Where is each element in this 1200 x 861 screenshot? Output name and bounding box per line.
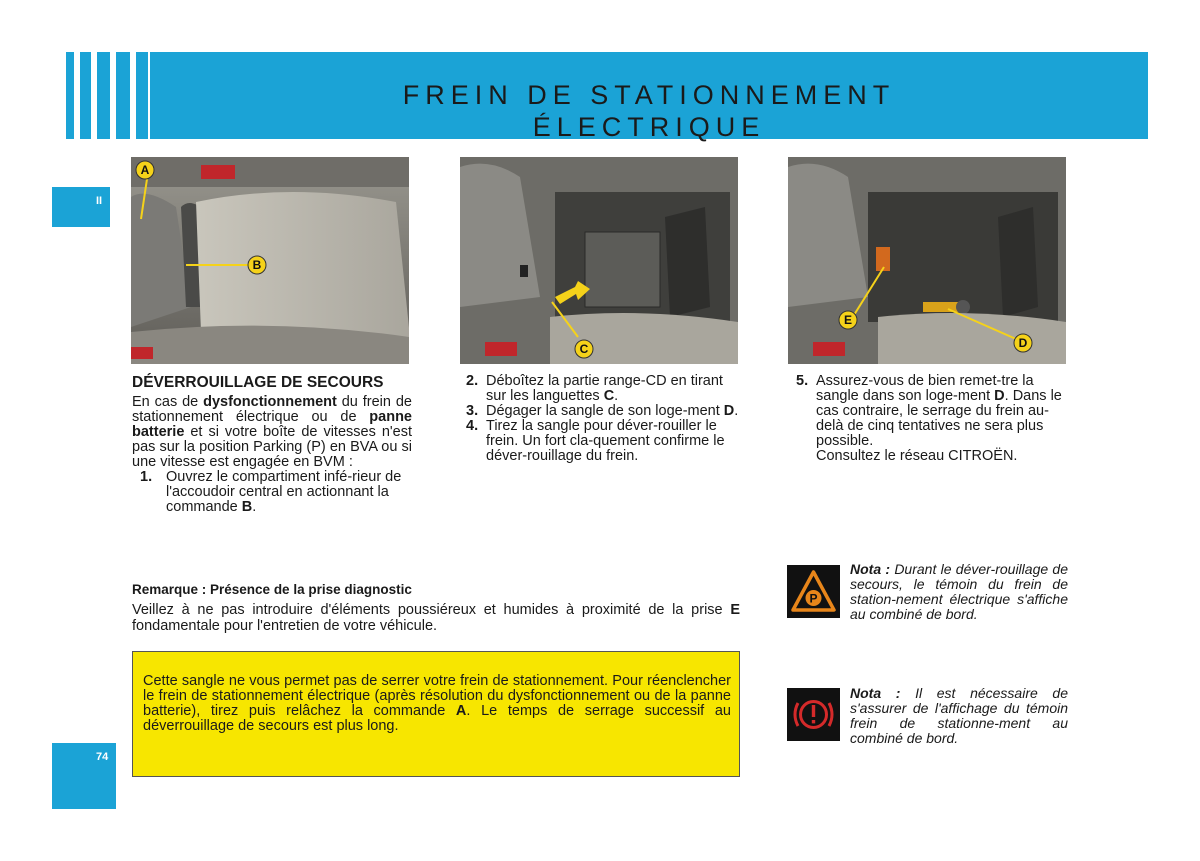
column-2 (466, 374, 741, 464)
section-tab: II (52, 187, 110, 227)
remark-title: Remarque : Présence de la prise diagnostic (132, 582, 412, 597)
header-band (150, 52, 1148, 142)
section-heading: DÉVERROUILLAGE DE SECOURS (132, 374, 384, 391)
step-5: 5. Assurez-vous de bien remet-tre la sangle dans son loge-ment D. Dans le cas contraire, le serrage du frein au-delà de cinq tentatives ne sera plus possible. (796, 373, 1062, 449)
step-4: 4. Tirez la sangle pour déver-rouiller le frein. Un fort cla-quement confirme le déver-rouillage du frein. (466, 418, 725, 464)
callout-c: C (579, 342, 589, 356)
compartment-open-photo (460, 157, 738, 364)
remark-block (132, 582, 740, 634)
column-1 (132, 374, 412, 515)
note-2: Nota : Il est nécessaire de s'assurer de l'affichage du témoin frein de stationne-ment au combiné de bord. (850, 685, 1068, 746)
header-stripes (66, 52, 148, 139)
page-title: FREIN DE STATIONNEMENT (402, 80, 896, 110)
page-title-line2: ÉLECTRIQUE (532, 112, 766, 142)
warning-box (132, 651, 740, 777)
brake-warning-icon (787, 688, 840, 741)
callout-e: E (843, 313, 853, 327)
callout-d: D (1018, 336, 1028, 350)
svg-text:P: P (809, 591, 818, 606)
page-number-tab: 74 (52, 743, 116, 809)
parking-brake-warning-icon (787, 565, 840, 618)
step-1: 1. Ouvrez le compartiment infé-rieur de l'accoudoir central en actionnant la commande B. (140, 469, 402, 515)
strap-photo (788, 157, 1066, 364)
column-3 (796, 374, 1072, 464)
callout-a: A (140, 163, 150, 177)
remark-text: Veillez à ne pas introduire d'éléments poussiéreux et humides à proximité de la prise E fondamentale pour l'entretien de votre véhicule. (132, 602, 740, 634)
consult-network: Consultez le réseau CITROËN. (816, 448, 1018, 464)
callout-b: B (252, 258, 262, 272)
warning-text: Cette sangle ne vous permet pas de serrer votre frein de stationnement. Pour réenclencher le frein de stationnement électrique (après résolution du dysfonctionnement ou de la panne batterie), tirez puis relâchez la commande A. Le temps de serrage successif au déverrouillage de secours est plus long. (143, 673, 731, 734)
step-2: 2. Déboîtez la partie range-CD en tirant sur les languettes C. (466, 373, 723, 404)
step-3: 3. Dégager la sangle de son loge-ment D. (466, 403, 739, 419)
armrest-photo (131, 157, 409, 364)
intro-paragraph: En cas de dysfonctionnement du frein de stationnement électrique ou de panne batterie et si votre boîte de vitesses n'est pas sur la position Parking (P) en BVA ou si une vitesse est engagée en BVM : (132, 394, 412, 470)
note-1: Nota : Durant le déver-rouillage de secours, le témoin du frein de station-nement électrique s'affiche au combiné de bord. (850, 561, 1068, 622)
